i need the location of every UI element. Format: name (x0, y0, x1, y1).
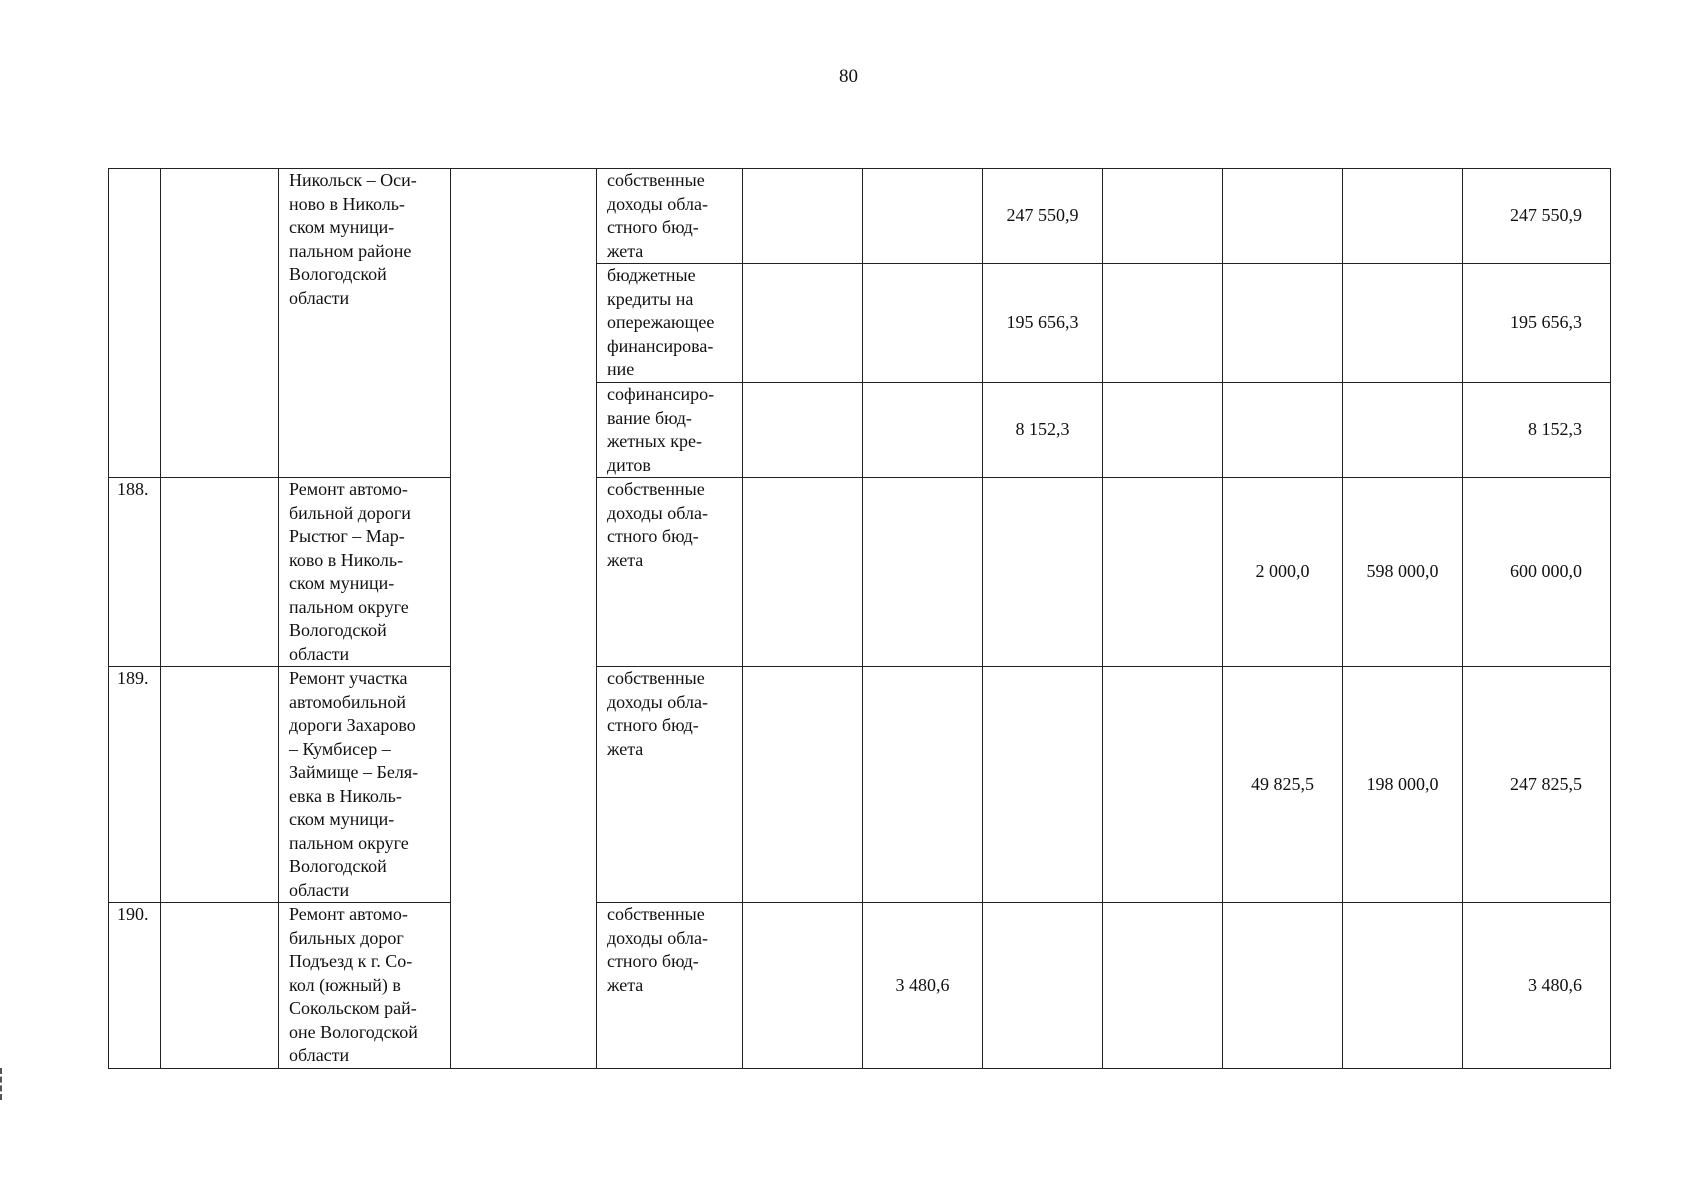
object-name: Ремонт участка автомобильной дороги Захарово – Кумбисер – Займище – Беля- евка в Николь- ском муници- пальном округе Вологодской области (279, 667, 451, 903)
budget-table (108, 168, 1611, 1069)
amount-col-5 (1343, 903, 1463, 1069)
amount-col-2: 195 656,3 (983, 264, 1103, 383)
amount-col-1 (863, 169, 983, 264)
amount-total: 247 825,5 (1463, 667, 1611, 903)
empty-cell (743, 478, 863, 667)
object-name: Никольск – Оси- ново в Николь- ском муници- пальном районе Вологодской области (279, 169, 451, 478)
amount-col-5 (1343, 169, 1463, 264)
amount-col-2: 8 152,3 (983, 383, 1103, 478)
table-row (109, 169, 1611, 264)
amount-col-1 (863, 383, 983, 478)
funding-source: софинансиро- вание бюд- жетных кре- дитов (597, 383, 743, 478)
amount-col-1 (863, 478, 983, 667)
amount-col-1: 3 480,6 (863, 903, 983, 1069)
object-name: Ремонт автомо- бильной дороги Рыстюг – Мар- ково в Николь- ском муници- пальном округе Вологодской области (279, 478, 451, 667)
funding-source: собственные доходы обла- стного бюд- жета (597, 667, 743, 903)
amount-total: 195 656,3 (1463, 264, 1611, 383)
empty-cell (161, 169, 279, 478)
amount-col-3 (1103, 667, 1223, 903)
amount-col-4: 2 000,0 (1223, 478, 1343, 667)
empty-cell (743, 667, 863, 903)
amount-col-4: 49 825,5 (1223, 667, 1343, 903)
amount-total: 247 550,9 (1463, 169, 1611, 264)
empty-cell (743, 383, 863, 478)
amount-col-4 (1223, 169, 1343, 264)
page-number: 80 (839, 66, 858, 87)
row-number: 189. (109, 667, 161, 903)
row-number: 190. (109, 903, 161, 1069)
amount-total: 600 000,0 (1463, 478, 1611, 667)
amount-col-5: 198 000,0 (1343, 667, 1463, 903)
amount-col-3 (1103, 383, 1223, 478)
empty-cell (161, 478, 279, 667)
amount-col-4 (1223, 264, 1343, 383)
amount-col-5 (1343, 264, 1463, 383)
amount-col-2 (983, 478, 1103, 667)
amount-col-3 (1103, 264, 1223, 383)
empty-cell (161, 667, 279, 903)
amount-col-4 (1223, 383, 1343, 478)
amount-col-3 (1103, 903, 1223, 1069)
amount-total: 8 152,3 (1463, 383, 1611, 478)
empty-cell (743, 903, 863, 1069)
empty-cell (451, 169, 597, 1069)
object-name: Ремонт автомо- бильных дорог Подъезд к г. Со- кол (южный) в Сокольском рай- оне Вологодской области (279, 903, 451, 1069)
row-number (109, 169, 161, 478)
amount-col-2 (983, 667, 1103, 903)
amount-col-2: 247 550,9 (983, 169, 1103, 264)
row-number: 188. (109, 478, 161, 667)
funding-source: собственные доходы обла- стного бюд- жета (597, 903, 743, 1069)
empty-cell (161, 903, 279, 1069)
amount-col-2 (983, 903, 1103, 1069)
amount-col-3 (1103, 478, 1223, 667)
amount-total: 3 480,6 (1463, 903, 1611, 1069)
table-row (109, 667, 1611, 903)
funding-source: собственные доходы обла- стного бюд- жета (597, 169, 743, 264)
amount-col-1 (863, 667, 983, 903)
amount-col-5 (1343, 383, 1463, 478)
scan-edge-mark (0, 1068, 6, 1100)
empty-cell (743, 169, 863, 264)
amount-col-3 (1103, 169, 1223, 264)
amount-col-4 (1223, 903, 1343, 1069)
funding-source: собственные доходы обла- стного бюд- жета (597, 478, 743, 667)
amount-col-1 (863, 264, 983, 383)
funding-source: бюджетные кредиты на опережающее финансирова- ние (597, 264, 743, 383)
amount-col-5: 598 000,0 (1343, 478, 1463, 667)
table-row (109, 478, 1611, 667)
table-row (109, 903, 1611, 1069)
empty-cell (743, 264, 863, 383)
